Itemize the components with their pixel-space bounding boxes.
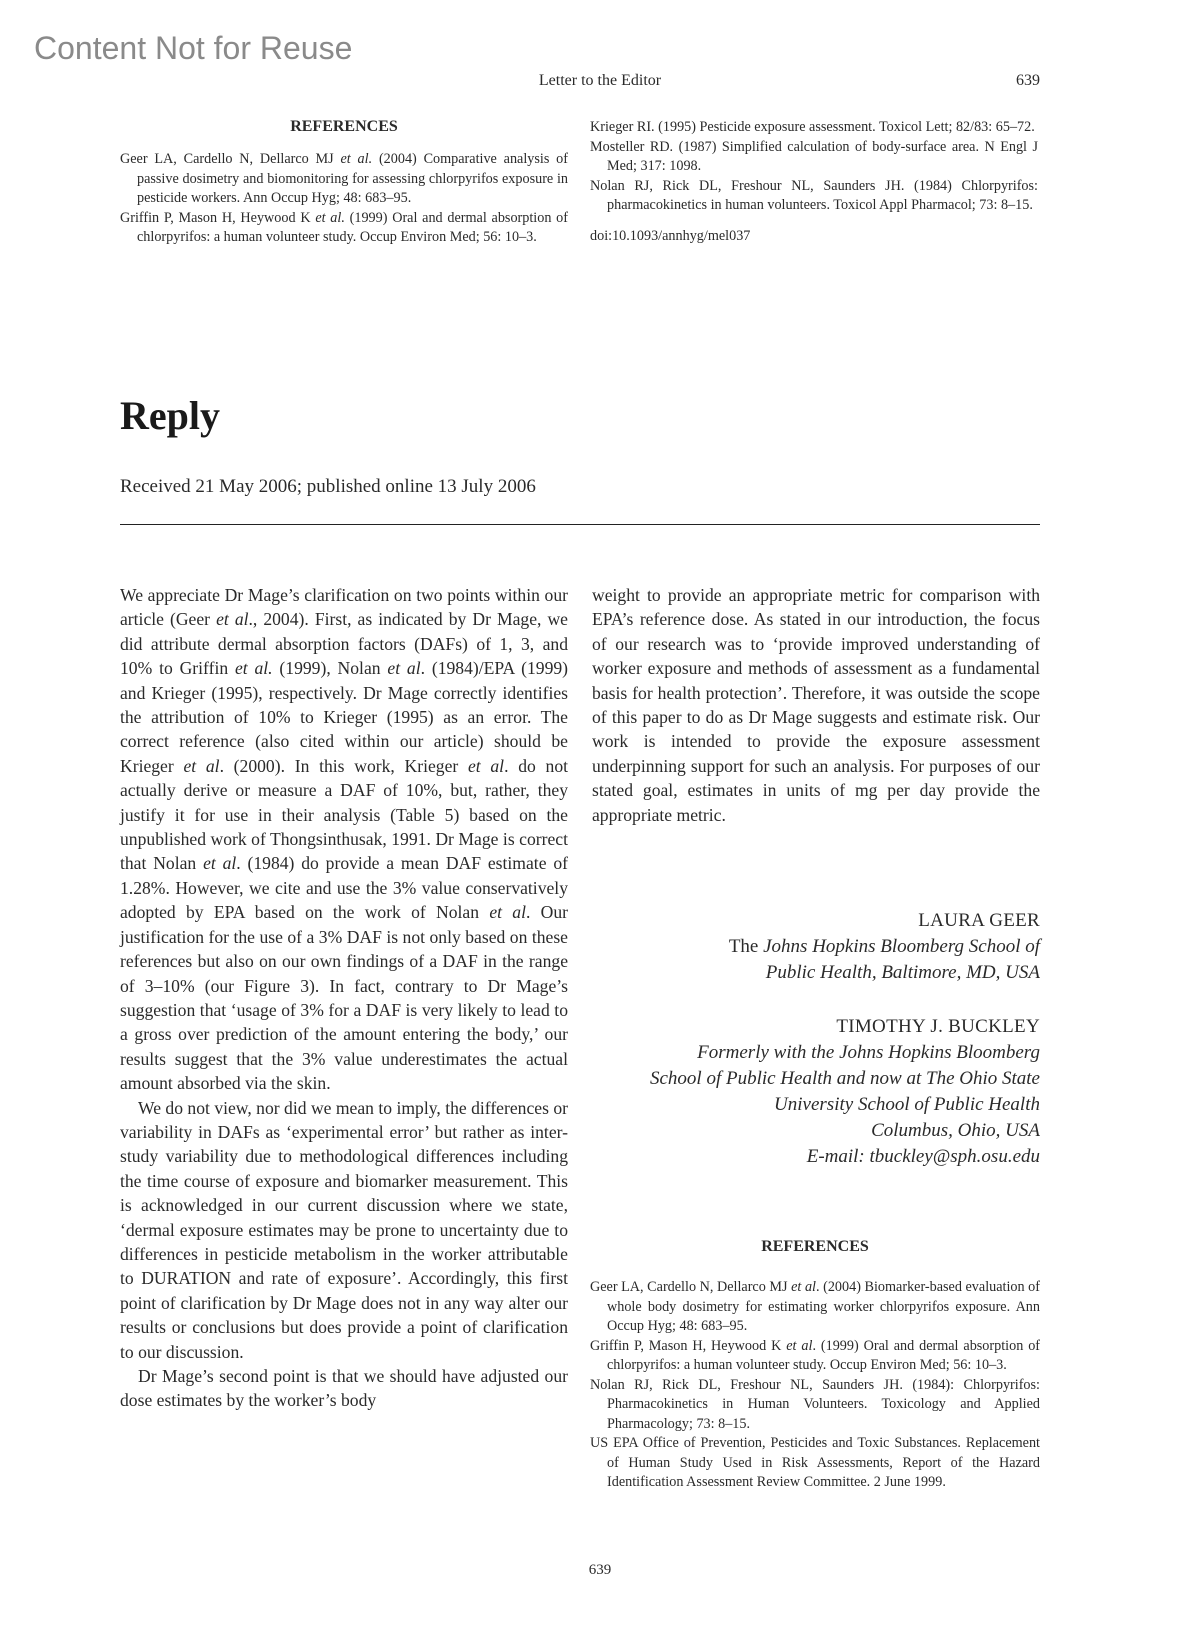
- bottom-references-section: [590, 1238, 1040, 1493]
- running-head-section: Letter to the Editor: [538, 72, 662, 89]
- reference-item: Griffin P, Mason H, Heywood K et al. (1999) Oral and dermal absorption of chlorpyrifos: a human volunteer study. Occup Environ Med; 56: 10–3.: [590, 1337, 1041, 1373]
- body-paragraph: We do not view, nor did we mean to imply, the differences or variability in DAFs as ‘experimental error’ but rather as inter-study variability due to methodological differences including the time course of exposure and biomarker measurement. This is acknowledged in our current discussion where we state, ‘dermal exposure estimates may be prone to uncertainty due to differences in pesticide metabolism in the worker attributable to DURATION and rate of exposure’. Accordingly, this first point of clarification by Dr Mage does not in any way alter our results or conclusions but does provide a point of clarification to our discussion.: [120, 1097, 568, 1362]
- reference-item: Mosteller RD. (1987) Simplified calculation of body-surface area. N Engl J Med; 317: 1098.: [590, 138, 1038, 174]
- doi-link[interactable]: doi:10.1093/annhyg/mel037: [590, 227, 751, 244]
- author-affiliation: Public Health, Baltimore, MD, USA: [765, 962, 1040, 983]
- body-left-column: [120, 583, 568, 1413]
- reference-item: Nolan RJ, Rick DL, Freshour NL, Saunders JH. (1984) Chlorpyrifos: pharmacokinetics in human volunteers. Toxicol Appl Pharmacol; 73: 8–15.: [590, 177, 1038, 213]
- body-paragraph: Dr Mage’s second point is that we should have adjusted our dose estimates by the worker’s body: [120, 1366, 568, 1411]
- body-paragraph: weight to provide an appropriate metric for comparison with EPA’s reference dose. As stated in our introduction, the focus of our research was to ‘provide improved understanding of worker exposure and methods of assessment as a fundamental basis for health protection’. Therefore, it was outside the scope of this paper to do as Dr Mage suggests and estimate risk. Our work is intended to provide the exposure assessment underpinning support for such an analysis. For purposes of our stated goal, estimates in units of mg per day provide the appropriate metric.: [592, 585, 1040, 825]
- body-paragraph: We appreciate Dr Mage’s clarification on two points within our article (Geer et al., 2004). First, as indicated by Dr Mage, we did attribute dermal absorption factors (DAFs) of 1, 3, and 10% to Griffin et al. (1999), Nolan et al. (1984)/EPA (1999) and Krieger (1995), respectively. Dr Mage correctly identifies the attribution of 10% to Krieger (1995) as an error. The correct reference (also cited within our article) should be Krieger et al. (2000). In this work, Krieger et al. do not actually derive or measure a DAF of 10%, but, rather, they justify it for use in their analysis (Table 5) based on the unpublished work of Thongsinthusak, 1991. Dr Mage is correct that Nolan et al. (1984) do provide a mean DAF estimate of 1.28%. However, we cite and use the 3% value conservatively adopted by EPA based on the work of Nolan et al. Our justification for the use of a 3% DAF is not only based on these references but also on our own findings of a DAF in the range of 3–10% (our Figure 3). In fact, contrary to Dr Mage’s suggestion that ‘usage of 3% for a DAF is very likely to lead to a gross over prediction of the amount entering the body,’ our results suggest that the 3% value underestimates the actual amount absorbed via the skin.: [120, 585, 569, 1094]
- header-divider: [120, 524, 1040, 525]
- author-name: TIMOTHY J. BUCKLEY: [836, 1016, 1040, 1037]
- references-heading: REFERENCES: [290, 118, 398, 135]
- watermark: Content Not for Reuse: [34, 30, 353, 66]
- top-references-left-column: [120, 118, 568, 248]
- footer-page-number: 639: [588, 1562, 612, 1578]
- running-head-page-number: 639: [1016, 72, 1040, 89]
- author-affiliation: The Johns Hopkins Bloomberg School of: [728, 936, 1040, 957]
- author-name: LAURA GEER: [918, 910, 1040, 931]
- author-affiliation: Formerly with the Johns Hopkins Bloomberg: [697, 1042, 1040, 1063]
- reference-item: Nolan RJ, Rick DL, Freshour NL, Saunders JH. (1984): Chlorpyrifos: Pharmacokinetics in Human Volunteers. Toxicology and Applied Pharmacology; 73: 8–15.: [590, 1376, 1040, 1432]
- signature-laura-geer: [590, 908, 1040, 986]
- reference-item: Griffin P, Mason H, Heywood K et al. (1999) Oral and dermal absorption of chlorpyrifos: a human volunteer study. Occup Environ Med; 56: 10–3.: [120, 209, 568, 245]
- author-email[interactable]: E-mail: tbuckley@sph.osu.edu: [806, 1146, 1040, 1167]
- author-affiliation: University School of Public Health: [774, 1094, 1040, 1115]
- article-title: Reply: [120, 393, 220, 438]
- top-references-right-column: [590, 118, 1038, 245]
- references-heading: REFERENCES: [761, 1238, 869, 1255]
- reference-item: Geer LA, Cardello N, Dellarco MJ et al. (2004) Biomarker-based evaluation of whole body dosimetry for estimating worker chlorpyrifos exposure. Ann Occup Hyg; 48: 683–95.: [590, 1279, 1040, 1334]
- author-location: Columbus, Ohio, USA: [871, 1120, 1040, 1141]
- body-right-column: [592, 583, 1040, 827]
- signature-timothy-buckley: [590, 1014, 1040, 1170]
- reference-item: Krieger RI. (1995) Pesticide exposure assessment. Toxicol Lett; 82/83: 65–72.: [590, 119, 1035, 135]
- received-dates: Received 21 May 2006; published online 13 July 2006: [120, 476, 536, 497]
- reference-item: US EPA Office of Prevention, Pesticides and Toxic Substances. Replacement of Human Study Used in Risk Assessments, Report of the Hazard Identification Assessment Review Committee. 2 June 1999.: [590, 1435, 1040, 1490]
- author-affiliation: School of Public Health and now at The Ohio State: [650, 1068, 1040, 1089]
- reference-item: Geer LA, Cardello N, Dellarco MJ et al. (2004) Comparative analysis of passive dosimetry and biomonitoring for assessing chlorpyrifos exposure in pesticide workers. Ann Occup Hyg; 48: 683–95.: [120, 151, 568, 206]
